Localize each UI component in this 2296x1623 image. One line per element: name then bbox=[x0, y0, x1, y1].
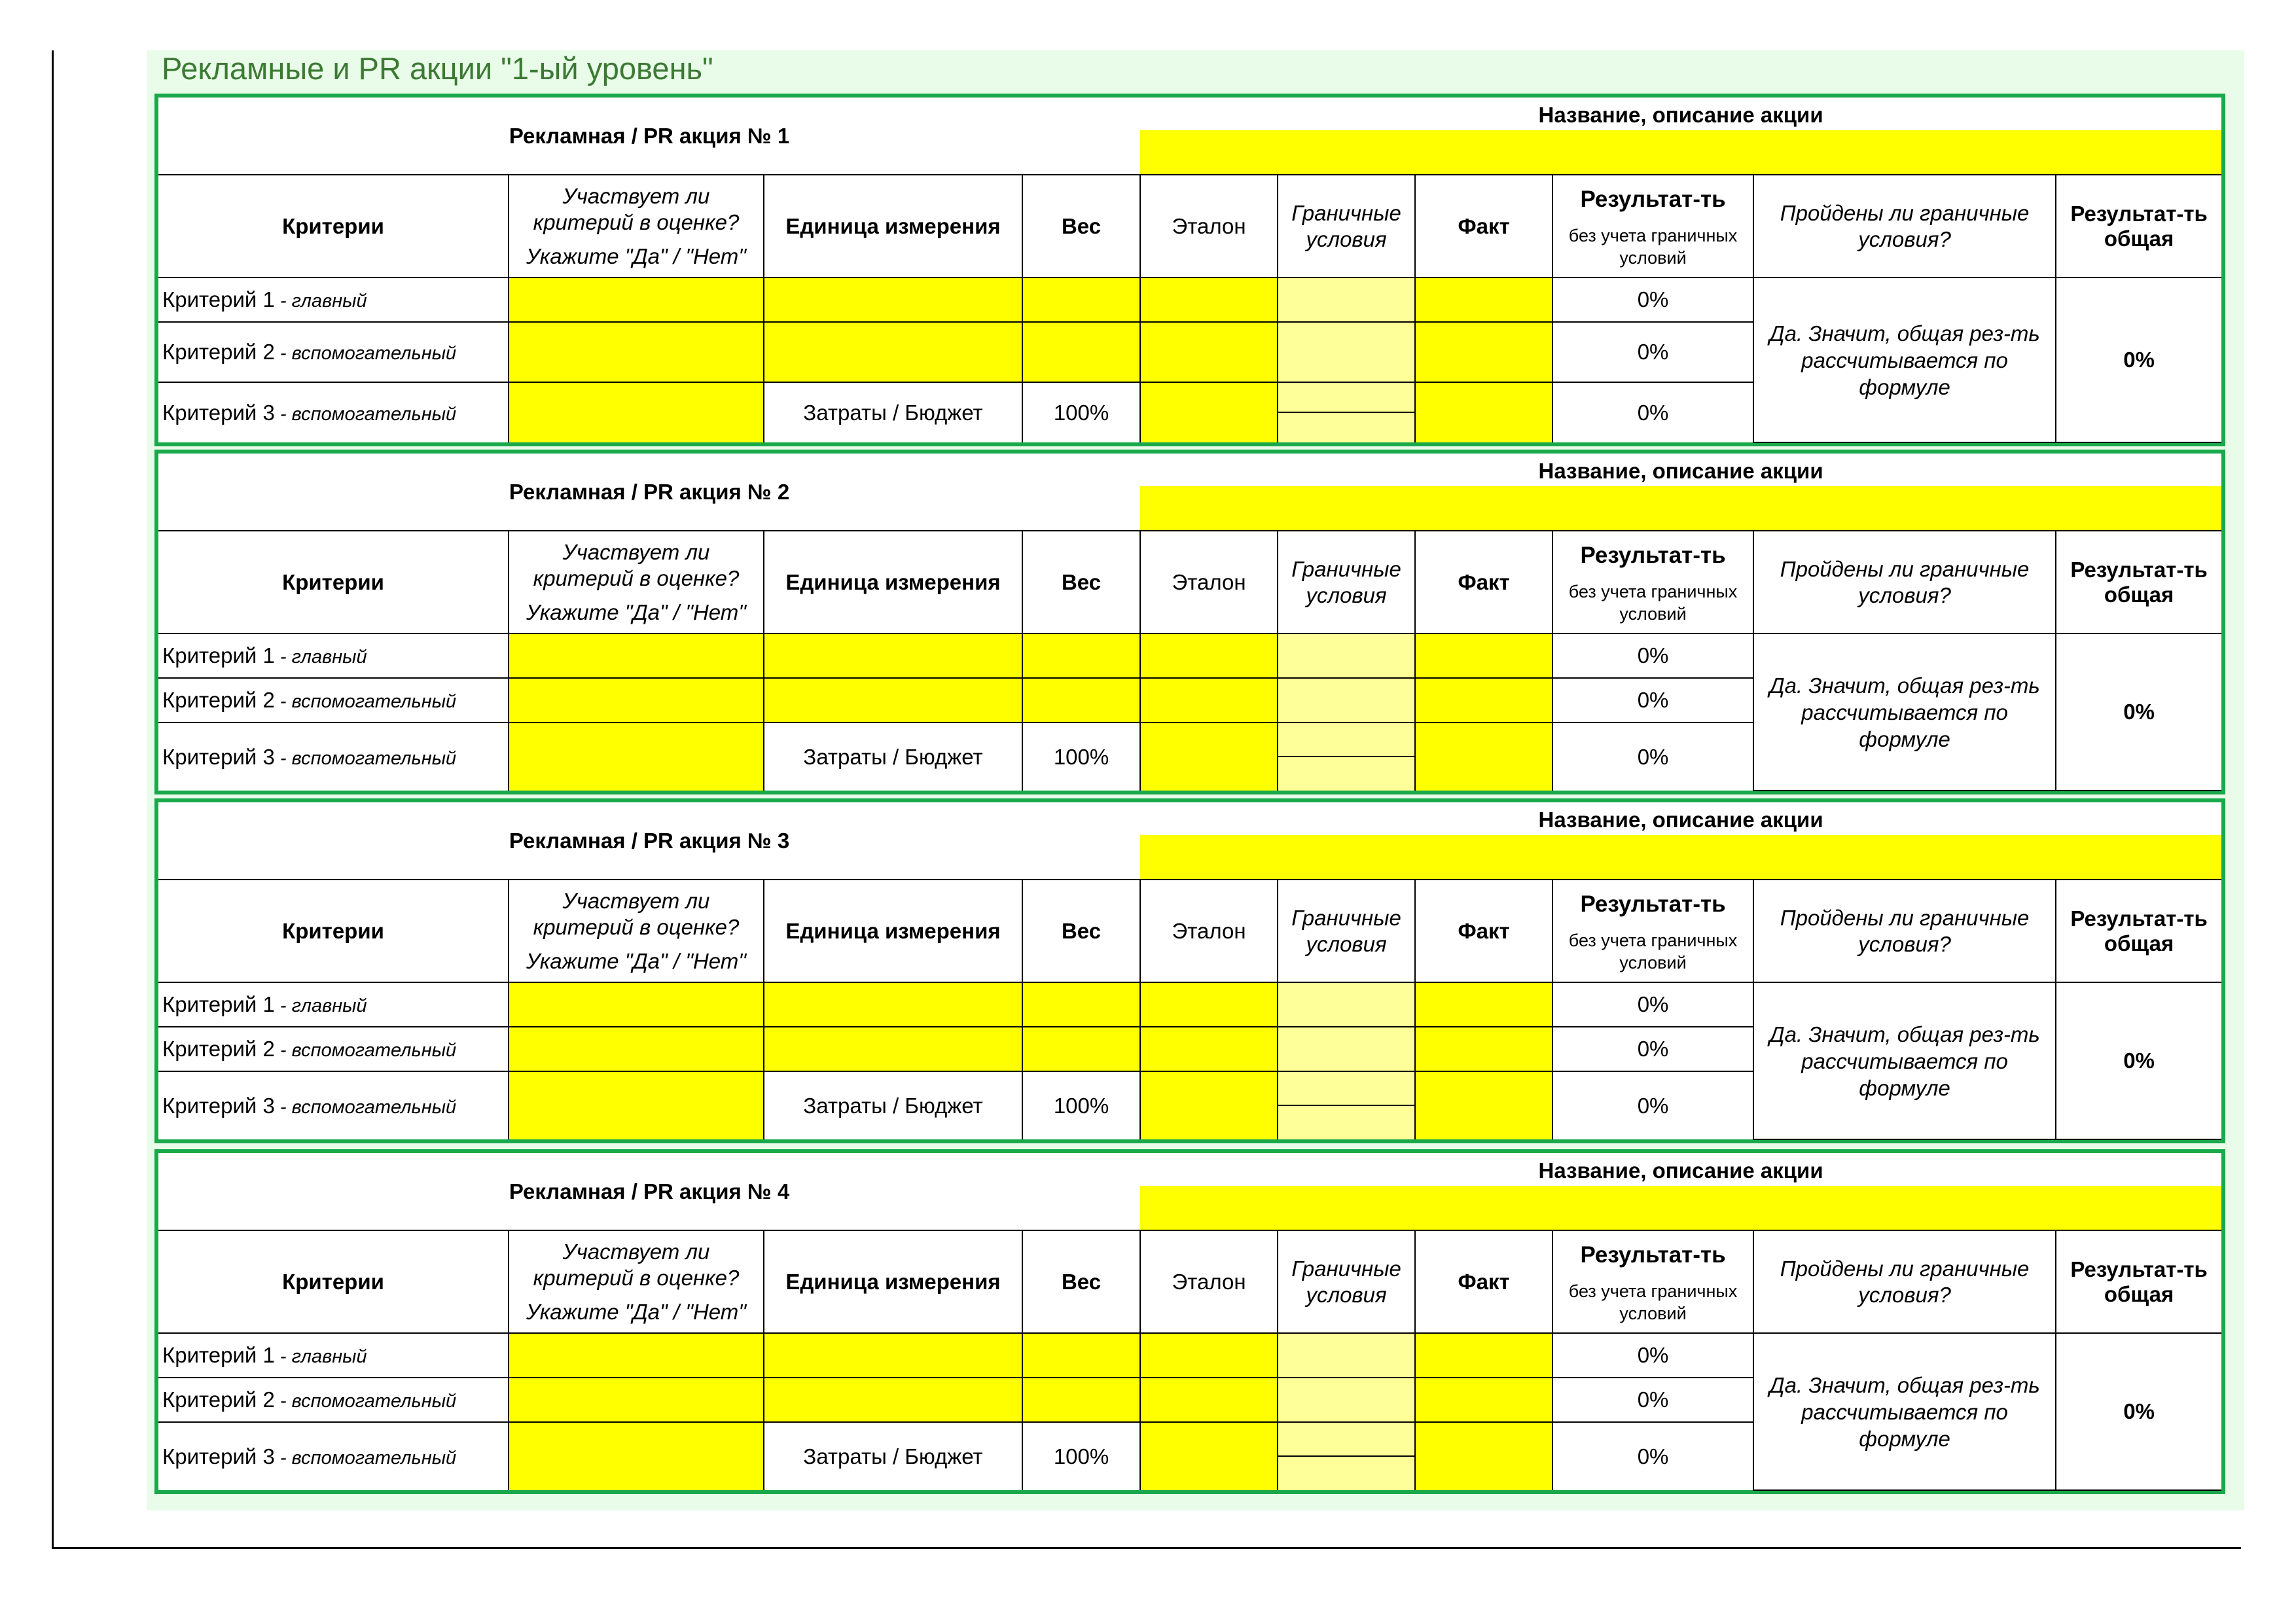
header-total: Результат-ть общая bbox=[2056, 531, 2221, 633]
criterion-3-unit: Затраты / Бюджет bbox=[764, 1422, 1022, 1490]
criterion-3-standard-input[interactable] bbox=[1140, 1071, 1278, 1139]
criterion-1-participates-input[interactable] bbox=[509, 982, 764, 1027]
boundary-max-input[interactable] bbox=[1278, 1457, 1414, 1491]
criterion-3-fact-input[interactable] bbox=[1415, 1071, 1552, 1139]
criterion-3-standard-input[interactable] bbox=[1140, 722, 1278, 791]
action-table bbox=[158, 98, 2221, 443]
criterion-2-fact-input[interactable] bbox=[1415, 678, 1552, 722]
criterion-1-boundary-input[interactable] bbox=[1278, 1333, 1415, 1378]
criterion-3-standard-input[interactable] bbox=[1140, 382, 1278, 442]
criterion-1-standard-input[interactable] bbox=[1140, 277, 1278, 322]
header-unit: Единица измерения bbox=[764, 531, 1022, 633]
criterion-1-fact-input[interactable] bbox=[1415, 633, 1552, 678]
criterion-3-unit: Затраты / Бюджет bbox=[764, 382, 1022, 442]
criterion-2-standard-input[interactable] bbox=[1140, 1378, 1278, 1422]
criterion-2-weight-input[interactable] bbox=[1022, 1027, 1140, 1071]
criterion-1-unit-input[interactable] bbox=[764, 1333, 1022, 1378]
header-passed: Пройдены ли граничные условия? bbox=[1753, 175, 2056, 277]
criterion-3-fact-input[interactable] bbox=[1415, 1422, 1552, 1490]
action-block-3 bbox=[154, 798, 2225, 1143]
criterion-2-fact-input[interactable] bbox=[1415, 1027, 1552, 1071]
header-boundary: Граничные условия bbox=[1278, 880, 1415, 982]
criterion-3-label: Критерий 3 - вспомогательный bbox=[158, 722, 509, 791]
header-unit: Единица измерения bbox=[764, 880, 1022, 982]
criterion-3-unit: Затраты / Бюджет bbox=[764, 1071, 1022, 1139]
boundary-min-input[interactable] bbox=[1278, 383, 1414, 413]
header-standard: Эталон bbox=[1140, 880, 1278, 982]
header-total: Результат-ть общая bbox=[2056, 175, 2221, 277]
criterion-1-boundary-input[interactable] bbox=[1278, 277, 1415, 322]
header-fact: Факт bbox=[1415, 880, 1552, 982]
header-boundary: Граничные условия bbox=[1278, 531, 1415, 633]
criterion-2-boundary-input[interactable] bbox=[1278, 1027, 1415, 1071]
criterion-3-unit: Затраты / Бюджет bbox=[764, 722, 1022, 791]
header-criteria: Критерии bbox=[158, 175, 509, 277]
header-result: Результат-ть без учета граничных условий bbox=[1552, 175, 1753, 277]
criterion-3-participates-input[interactable] bbox=[509, 1422, 764, 1490]
action-block-4 bbox=[154, 1149, 2225, 1494]
criterion-2-unit-input[interactable] bbox=[764, 678, 1022, 722]
criterion-1-boundary-input[interactable] bbox=[1278, 633, 1415, 678]
header-result: Результат-ть без учета граничных условий bbox=[1552, 1230, 1753, 1333]
sheet bbox=[147, 50, 2244, 1510]
criterion-2-result: 0% bbox=[1552, 322, 1753, 382]
header-boundary: Граничные условия bbox=[1278, 175, 1415, 277]
criterion-2-fact-input[interactable] bbox=[1415, 322, 1552, 382]
criterion-1-result: 0% bbox=[1552, 982, 1753, 1027]
criterion-1-unit-input[interactable] bbox=[764, 982, 1022, 1027]
header-total: Результат-ть общая bbox=[2056, 1230, 2221, 1333]
description-input[interactable] bbox=[1140, 486, 2221, 531]
criterion-1-label: Критерий 1 - главный bbox=[158, 1333, 509, 1378]
criterion-3-weight: 100% bbox=[1022, 1422, 1140, 1490]
criterion-1-label: Критерий 1 - главный bbox=[158, 982, 509, 1027]
passed-boundary-text: Да. Значит, общая рез-ть рассчитывается по формуле bbox=[1753, 277, 2056, 442]
criterion-2-boundary-input[interactable] bbox=[1278, 1378, 1415, 1422]
header-participates: Участвует ли критерий в оценке? Укажите "Да" / "Нет" bbox=[509, 880, 764, 982]
criterion-2-result: 0% bbox=[1552, 678, 1753, 722]
header-unit: Единица измерения bbox=[764, 175, 1022, 277]
criterion-3-label: Критерий 3 - вспомогательный bbox=[158, 382, 509, 442]
criterion-2-label: Критерий 2 - вспомогательный bbox=[158, 678, 509, 722]
description-label: Название, описание акции bbox=[1538, 808, 1823, 832]
header-weight: Вес bbox=[1022, 880, 1140, 982]
action-title: Рекламная / PR акция № 4 bbox=[158, 1153, 1140, 1230]
criterion-2-participates-input[interactable] bbox=[509, 322, 764, 382]
criterion-3-weight: 100% bbox=[1022, 722, 1140, 791]
criterion-2-fact-input[interactable] bbox=[1415, 1378, 1552, 1422]
criterion-1-participates-input[interactable] bbox=[509, 277, 764, 322]
criterion-2-result: 0% bbox=[1552, 1027, 1753, 1071]
action-table bbox=[158, 1153, 2221, 1491]
header-participates: Участвует ли критерий в оценке? Укажите "Да" / "Нет" bbox=[509, 1230, 764, 1333]
passed-boundary-text: Да. Значит, общая рез-ть рассчитывается по формуле bbox=[1753, 982, 2056, 1139]
criterion-1-participates-input[interactable] bbox=[509, 1333, 764, 1378]
criterion-2-label: Критерий 2 - вспомогательный bbox=[158, 322, 509, 382]
header-fact: Факт bbox=[1415, 531, 1552, 633]
boundary-min-input[interactable] bbox=[1278, 723, 1414, 757]
header-passed: Пройдены ли граничные условия? bbox=[1753, 531, 2056, 633]
criterion-2-participates-input[interactable] bbox=[509, 1027, 764, 1071]
header-passed: Пройдены ли граничные условия? bbox=[1753, 880, 2056, 982]
criterion-3-participates-input[interactable] bbox=[509, 382, 764, 442]
criterion-2-weight-input[interactable] bbox=[1022, 1378, 1140, 1422]
sheet-title: Рекламные и PR акции "1-ый уровень" bbox=[162, 51, 713, 86]
header-boundary: Граничные условия bbox=[1278, 1230, 1415, 1333]
criterion-2-unit-input[interactable] bbox=[764, 1027, 1022, 1071]
criterion-1-weight-input[interactable] bbox=[1022, 277, 1140, 322]
header-standard: Эталон bbox=[1140, 531, 1278, 633]
criterion-2-standard-input[interactable] bbox=[1140, 1027, 1278, 1071]
criterion-1-unit-input[interactable] bbox=[764, 633, 1022, 678]
boundary-min-input[interactable] bbox=[1278, 1423, 1414, 1457]
criterion-1-boundary-input[interactable] bbox=[1278, 982, 1415, 1027]
criterion-3-boundary-input[interactable] bbox=[1278, 382, 1415, 442]
criterion-3-boundary-input[interactable] bbox=[1278, 722, 1415, 791]
criterion-1-label: Критерий 1 - главный bbox=[158, 277, 509, 322]
description-input[interactable] bbox=[1140, 1186, 2221, 1230]
header-standard: Эталон bbox=[1140, 1230, 1278, 1333]
boundary-max-input[interactable] bbox=[1278, 1106, 1414, 1140]
action-table bbox=[158, 454, 2221, 791]
criterion-1-result: 0% bbox=[1552, 1333, 1753, 1378]
criterion-2-participates-input[interactable] bbox=[509, 678, 764, 722]
criterion-3-participates-input[interactable] bbox=[509, 722, 764, 791]
action-title: Рекламная / PR акция № 2 bbox=[158, 454, 1140, 531]
header-weight: Вес bbox=[1022, 531, 1140, 633]
criterion-1-standard-input[interactable] bbox=[1140, 982, 1278, 1027]
criterion-1-standard-input[interactable] bbox=[1140, 1333, 1278, 1378]
criterion-2-standard-input[interactable] bbox=[1140, 322, 1278, 382]
criterion-3-result: 0% bbox=[1552, 1071, 1753, 1139]
description-label: Название, описание акции bbox=[1538, 459, 1823, 483]
criterion-2-boundary-input[interactable] bbox=[1278, 678, 1415, 722]
criterion-3-participates-input[interactable] bbox=[509, 1071, 764, 1139]
header-criteria: Критерии bbox=[158, 1230, 509, 1333]
criterion-1-label: Критерий 1 - главный bbox=[158, 633, 509, 678]
criterion-3-weight: 100% bbox=[1022, 382, 1140, 442]
criterion-2-weight-input[interactable] bbox=[1022, 322, 1140, 382]
criterion-2-participates-input[interactable] bbox=[509, 1378, 764, 1422]
action-table bbox=[158, 802, 2221, 1140]
criterion-2-standard-input[interactable] bbox=[1140, 678, 1278, 722]
action-block-1 bbox=[154, 94, 2225, 446]
header-unit: Единица измерения bbox=[764, 1230, 1022, 1333]
header-fact: Факт bbox=[1415, 1230, 1552, 1333]
header-weight: Вес bbox=[1022, 175, 1140, 277]
criterion-1-participates-input[interactable] bbox=[509, 633, 764, 678]
header-weight: Вес bbox=[1022, 1230, 1140, 1333]
criterion-1-standard-input[interactable] bbox=[1140, 633, 1278, 678]
criterion-2-label: Критерий 2 - вспомогательный bbox=[158, 1378, 509, 1422]
criterion-2-unit-input[interactable] bbox=[764, 1378, 1022, 1422]
header-result: Результат-ть без учета граничных условий bbox=[1552, 531, 1753, 633]
criterion-2-result: 0% bbox=[1552, 1378, 1753, 1422]
criterion-3-fact-input[interactable] bbox=[1415, 382, 1552, 442]
description-label: Название, описание акции bbox=[1538, 1158, 1823, 1183]
description-label: Название, описание акции bbox=[1538, 103, 1823, 127]
criterion-1-fact-input[interactable] bbox=[1415, 1333, 1552, 1378]
description-input[interactable] bbox=[1140, 130, 2221, 175]
header-result: Результат-ть без учета граничных условий bbox=[1552, 880, 1753, 982]
criterion-3-result: 0% bbox=[1552, 722, 1753, 791]
criterion-3-boundary-input[interactable] bbox=[1278, 1422, 1415, 1490]
boundary-min-input[interactable] bbox=[1278, 1072, 1414, 1106]
boundary-max-input[interactable] bbox=[1278, 757, 1414, 791]
boundary-max-input[interactable] bbox=[1278, 413, 1414, 443]
total-result: 0% bbox=[2056, 277, 2221, 442]
criterion-2-unit-input[interactable] bbox=[764, 322, 1022, 382]
criterion-3-boundary-input[interactable] bbox=[1278, 1071, 1415, 1139]
criterion-1-unit-input[interactable] bbox=[764, 277, 1022, 322]
criterion-3-label: Критерий 3 - вспомогательный bbox=[158, 1422, 509, 1490]
total-result: 0% bbox=[2056, 1333, 2221, 1490]
criterion-1-result: 0% bbox=[1552, 277, 1753, 322]
header-fact: Факт bbox=[1415, 175, 1552, 277]
criterion-2-label: Критерий 2 - вспомогательный bbox=[158, 1027, 509, 1071]
description-input[interactable] bbox=[1140, 835, 2221, 880]
page-border-left bbox=[52, 50, 54, 1549]
action-title: Рекламная / PR акция № 3 bbox=[158, 802, 1140, 880]
action-title: Рекламная / PR акция № 1 bbox=[158, 98, 1140, 175]
total-result: 0% bbox=[2056, 982, 2221, 1139]
criterion-1-fact-input[interactable] bbox=[1415, 277, 1552, 322]
header-criteria: Критерии bbox=[158, 531, 509, 633]
criterion-3-result: 0% bbox=[1552, 1422, 1753, 1490]
passed-boundary-text: Да. Значит, общая рез-ть рассчитывается по формуле bbox=[1753, 633, 2056, 791]
criterion-3-label: Критерий 3 - вспомогательный bbox=[158, 1071, 509, 1139]
header-standard: Эталон bbox=[1140, 175, 1278, 277]
criterion-1-result: 0% bbox=[1552, 633, 1753, 678]
criterion-1-weight-input[interactable] bbox=[1022, 982, 1140, 1027]
criterion-1-fact-input[interactable] bbox=[1415, 982, 1552, 1027]
criterion-3-fact-input[interactable] bbox=[1415, 722, 1552, 791]
criterion-3-weight: 100% bbox=[1022, 1071, 1140, 1139]
criterion-3-result: 0% bbox=[1552, 382, 1753, 442]
header-participates: Участвует ли критерий в оценке? Укажите "Да" / "Нет" bbox=[509, 175, 764, 277]
total-result: 0% bbox=[2056, 633, 2221, 791]
header-total: Результат-ть общая bbox=[2056, 880, 2221, 982]
header-participates: Участвует ли критерий в оценке? Укажите "Да" / "Нет" bbox=[509, 531, 764, 633]
criterion-3-standard-input[interactable] bbox=[1140, 1422, 1278, 1490]
criterion-1-weight-input[interactable] bbox=[1022, 633, 1140, 678]
header-passed: Пройдены ли граничные условия? bbox=[1753, 1230, 2056, 1333]
action-block-2 bbox=[154, 450, 2225, 794]
criterion-2-weight-input[interactable] bbox=[1022, 678, 1140, 722]
page-border-bottom bbox=[52, 1547, 2241, 1549]
criterion-2-boundary-input[interactable] bbox=[1278, 322, 1415, 382]
header-criteria: Критерии bbox=[158, 880, 509, 982]
passed-boundary-text: Да. Значит, общая рез-ть рассчитывается по формуле bbox=[1753, 1333, 2056, 1490]
criterion-1-weight-input[interactable] bbox=[1022, 1333, 1140, 1378]
